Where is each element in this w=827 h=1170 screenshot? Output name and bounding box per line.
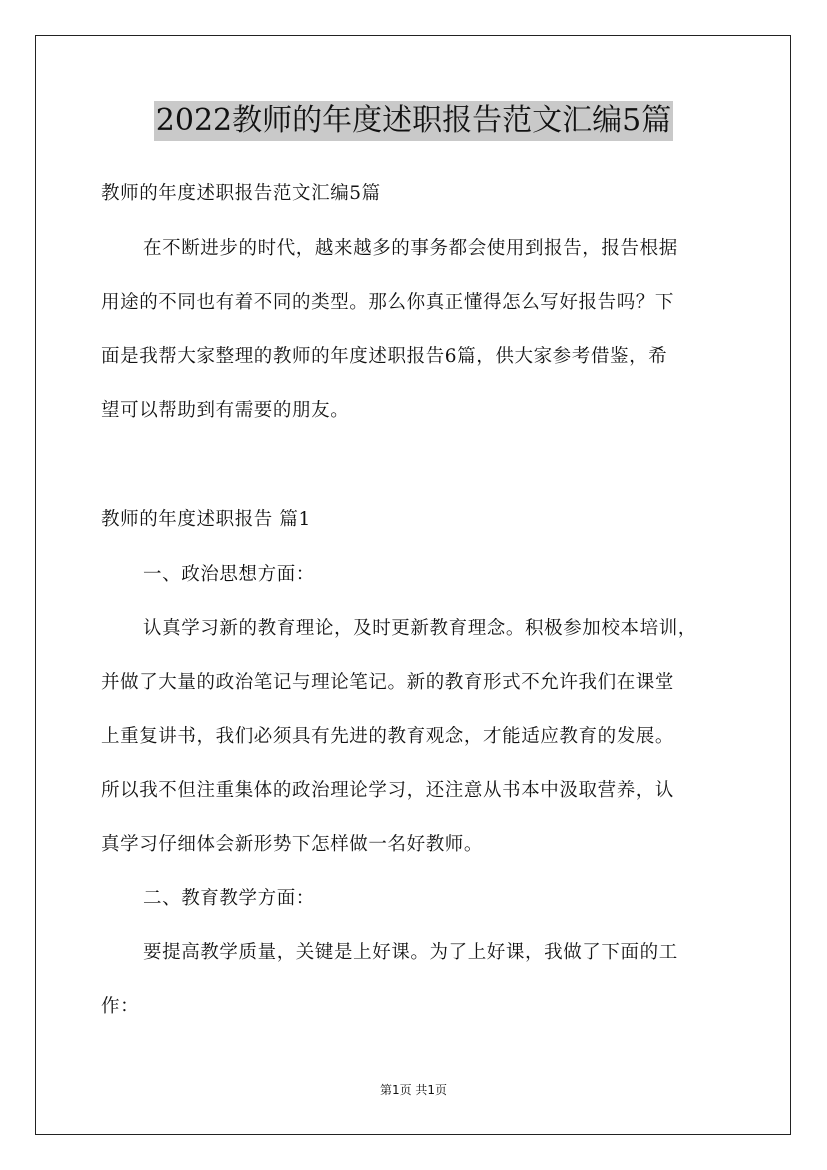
point1-line-2: 并做了大量的政治笔记与理论笔记。新的教育形式不允许我们在课堂 (101, 672, 675, 693)
point1-line-4: 所以我不但注重集体的政治理论学习，还注意从书本中汲取营养，认 (101, 780, 675, 801)
intro-line-2: 用途的不同也有着不同的类型。那么你真正懂得怎么写好报告吗？下 (101, 292, 675, 313)
document-title: 2022教师的年度述职报告范文汇编5篇 (154, 101, 673, 141)
intro-line-1: 在不断进步的时代，越来越多的事务都会使用到报告，报告根据 (143, 238, 678, 259)
title-container (0, 101, 827, 141)
document-subtitle: 教师的年度述职报告范文汇编5篇 (101, 183, 381, 204)
point2-line-2: 作： (101, 996, 140, 1017)
section-heading: 教师的年度述职报告 篇1 (101, 509, 311, 530)
point1-line-3: 上重复讲书，我们必须具有先进的教育观念，才能适应教育的发展。 (101, 726, 675, 747)
intro-line-4: 望可以帮助到有需要的朋友。 (101, 400, 350, 421)
page-number-footer: 第1页 共1页 (379, 1083, 448, 1097)
point1-line-5: 真学习仔细体会新形势下怎样做一名好教师。 (101, 834, 484, 855)
point1-line-1: 认真学习新的教育理论，及时更新教育理念。积极参加校本培训， (143, 618, 697, 639)
intro-line-3: 面是我帮大家整理的教师的年度述职报告6篇，供大家参考借鉴，希 (101, 346, 668, 367)
point2-heading: 二、教育教学方面： (143, 888, 315, 909)
point2-line-1: 要提高教学质量，关键是上好课。为了上好课，我做了下面的工 (143, 942, 678, 963)
point1-heading: 一、政治思想方面： (143, 564, 315, 585)
